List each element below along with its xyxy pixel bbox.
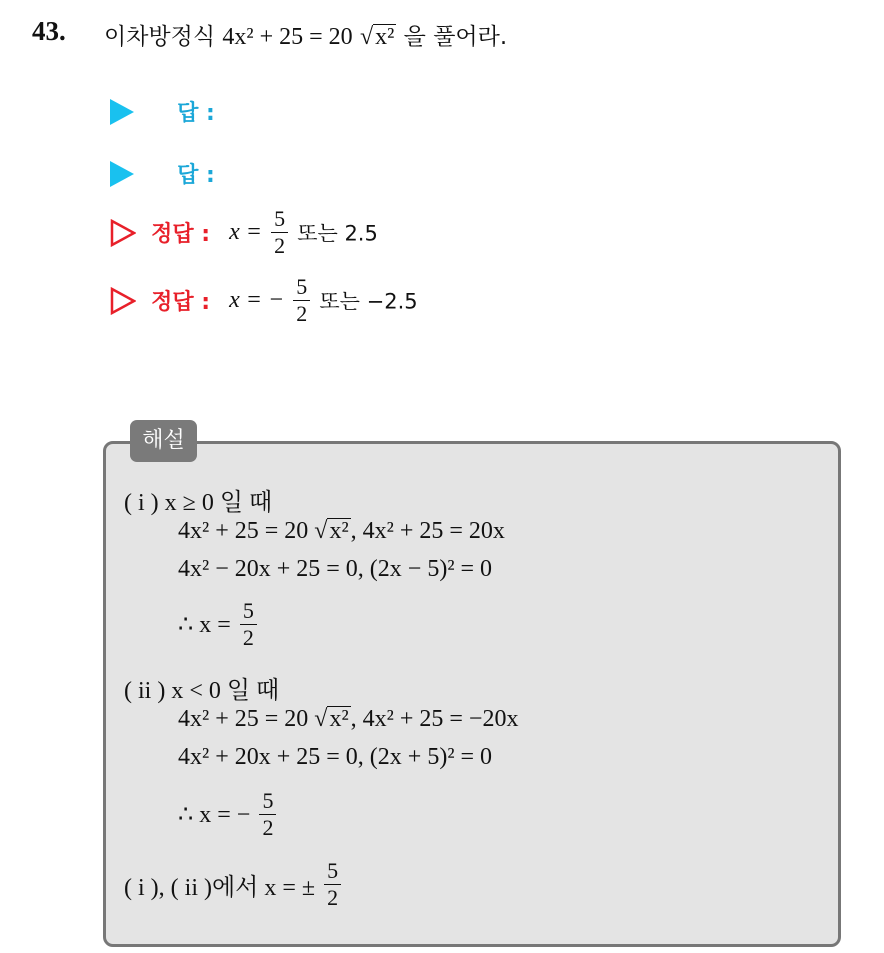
- question-equation: 4x² + 25 = 20: [222, 24, 353, 50]
- case1-line1: 4x² + 25 = 20 √x², 4x² + 25 = 20x: [178, 518, 505, 544]
- outline-arrow-icon: [110, 287, 136, 315]
- correct-label: 정답 :: [151, 290, 211, 315]
- question-prefix: 이차방정식: [104, 24, 216, 50]
- answer-label: 답 :: [177, 101, 215, 126]
- correct-1-prefix: x =: [229, 219, 263, 245]
- correct-answer-row-2: [110, 274, 418, 327]
- correct-label: 정답 :: [151, 222, 211, 247]
- case1-header: ( i ) x ≥ 0 일 때: [124, 490, 273, 516]
- solution-tag: 해설: [130, 420, 197, 462]
- correct-2-text: 또는 −2.5: [319, 289, 418, 314]
- question-suffix: 을 풀어라.: [403, 24, 508, 50]
- case2-header: ( ii ) x < 0 일 때: [124, 678, 280, 704]
- correct-1-text: 또는 2.5: [297, 221, 378, 246]
- question-text: [104, 18, 507, 51]
- case1-line2: 4x² − 20x + 25 = 0, (2x − 5)² = 0: [178, 556, 493, 582]
- question-number: 43.: [32, 16, 66, 46]
- case1-result: ∴ x = $\frac{5}{2}$: [178, 598, 261, 651]
- sqrt-symbol: √x²: [359, 24, 395, 50]
- answer-row-1: [110, 96, 215, 127]
- case2-result: ∴ x = − $\frac{5}{2}$: [178, 788, 280, 841]
- correct-2-fraction: $\frac{5}{2}$: [293, 274, 310, 327]
- correct-2-prefix: x = −: [229, 287, 285, 313]
- conclusion: ( i ), ( ii )에서 x = ± $\frac{5}{2}$: [124, 858, 345, 911]
- answer-label: 답 :: [177, 163, 215, 188]
- outline-arrow-icon: [110, 219, 136, 247]
- correct-1-fraction: $\frac{5}{2}$: [271, 206, 288, 259]
- correct-answer-row-1: [110, 206, 378, 259]
- question-radicand: x²: [375, 24, 395, 50]
- play-arrow-icon: [110, 99, 134, 125]
- answer-row-2: [110, 158, 215, 189]
- play-arrow-icon: [110, 161, 134, 187]
- case2-line2: 4x² + 20x + 25 = 0, (2x + 5)² = 0: [178, 744, 493, 770]
- case2-line1: 4x² + 25 = 20 √x², 4x² + 25 = −20x: [178, 706, 519, 732]
